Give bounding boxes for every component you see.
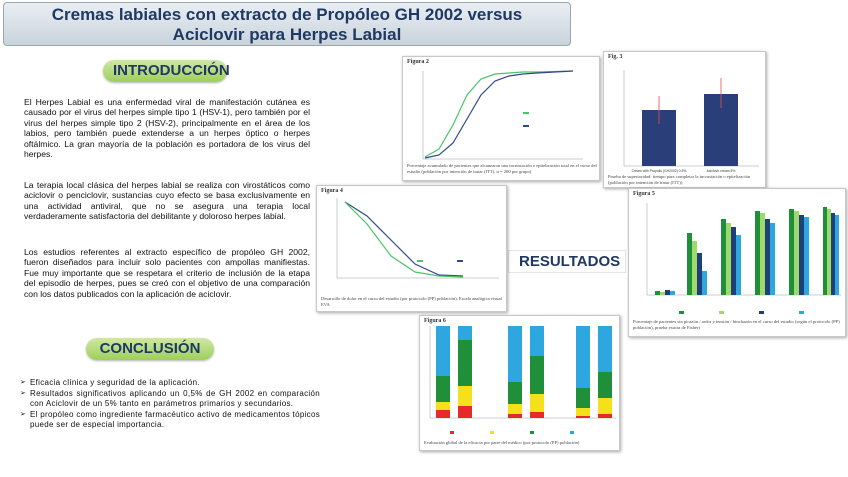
figure-6-caption: Evaluación global de la eficacia por parte del médico (por protocolo (PP) población) — [424, 440, 580, 445]
figure-4-line-chart — [317, 186, 508, 313]
figure-6-stacked-bar-chart — [420, 316, 621, 452]
introduction-heading: INTRODUCCIÓN — [103, 60, 227, 82]
figure-6-stacked-bar — [598, 326, 612, 418]
conclusion-list — [20, 378, 320, 431]
figure-5-bar-group — [655, 290, 675, 295]
title-line-2: Aciclovir para Herpes Labial — [172, 25, 402, 44]
arrow-bullet-icon: ➢ — [20, 410, 27, 418]
figure-4-title: Figura 4 — [321, 188, 343, 194]
figure-5-bar-group — [823, 207, 839, 295]
figure-2-propolis-line — [425, 71, 573, 157]
figure-6-stacked-bar — [508, 326, 522, 418]
figure-6-title: Figura 6 — [424, 318, 446, 324]
figure-5-bar-group — [755, 211, 775, 295]
conclusion-text: Resultados significativos aplicando un 0,5% de GH 2002 en comparación con Aciclovir de un 5% tanto en parámetros primarios y secundarios. — [30, 388, 320, 408]
conclusion-text: Eficacia clínica y seguridad de la aplicación. — [30, 378, 200, 387]
figure-6-stacked-bar — [530, 326, 544, 418]
figure-5-title: Figura 5 — [633, 191, 655, 197]
figure-5-bar-group — [687, 233, 707, 295]
results-heading: RESULTADOS — [508, 250, 626, 273]
figure-3-title: Fig. 3 — [608, 54, 623, 60]
intro-paragraph-3: Los estudios referentes al extracto específico de propóleo GH 2002, fueron diseñados para incluir solo pacientes con ampollas manifiestas. Fue muy importante que se respetara el criterio de inclusión de la etapa del episodio de herpes, pues se creó con el objetivo de una comparación con los datos publicados con la aplicación de aciclovir. — [24, 247, 310, 299]
figure-4 — [316, 185, 507, 312]
figure-2-title: Figura 2 — [407, 59, 429, 65]
figure-3-category-aciclovir: Aciclovir cream 5% — [706, 169, 736, 173]
figure-5 — [628, 188, 846, 337]
figure-3-caption: Prueba de superioridad: tiempo para completar la incrustación o epitelización (población por intención de tratar (ITT)) — [608, 174, 751, 185]
arrow-bullet-icon: ➢ — [20, 389, 27, 397]
figure-2-caption: Porcentaje acumulado de pacientes que alcanzaron una incrustación o epitelización total en el curso del estudio (población por intención de tratar (ITT), n = 200 por grupo) — [407, 163, 597, 174]
figure-3-category-propolis: Cream with Propolis (GH2002) 0.5% — [631, 169, 687, 173]
conclusion-item — [20, 389, 320, 410]
figure-2-aciclovir-line — [425, 71, 573, 158]
conclusion-text: El propóleo como ingrediente farmacéutico activo de medicamentos tópicos puede ser de especial importancia. — [30, 409, 320, 429]
conclusion-item — [20, 410, 320, 431]
figure-5-bar-group — [789, 209, 809, 295]
intro-paragraph-1: El Herpes Labial es una enfermedad viral de manifestación cutánea es causado por el virus del herpes simple tipo 1 (HSV-1), pero también por el virus del herpes simple tipo 2 (HSV-2), principalmente en el área de los labios, pero también puede extenderse a un herpes óptico o herpes oftálmico. La gran mayoría de la población es portadora de los virus del herpes. — [24, 97, 310, 160]
conclusion-item — [20, 378, 320, 389]
figure-6-stacked-bar — [576, 326, 590, 418]
conclusion-heading: CONCLUSIÓN — [86, 338, 214, 360]
figure-4-caption: Desarrollo de dolor en el curso del estudio (por protocolo (PP) población). Escala analógica visual EVA — [321, 296, 502, 307]
title-line-1: Cremas labiales con extracto de Propóleo GH 2002 versus — [51, 5, 523, 24]
figure-5-caption: Porcentaje de pacientes sin picazón / ardor y tensión / hinchazón en el curso del estudio (según el protocolo (PP) población), prueba exacta de Fisher) — [633, 319, 840, 330]
poster-title — [3, 2, 571, 46]
figure-2 — [402, 56, 600, 181]
figure-5-bar-chart — [629, 189, 847, 338]
figure-5-bar-group — [721, 219, 741, 295]
figure-3-bar-chart — [604, 52, 767, 189]
arrow-bullet-icon: ➢ — [20, 379, 27, 386]
figure-6-stacked-bar — [458, 326, 472, 418]
figure-6-stacked-bar — [436, 326, 450, 418]
figure-3 — [603, 51, 766, 188]
figure-6 — [419, 315, 620, 451]
intro-paragraph-2: La terapia local clásica del herpes labial se realiza con virostáticos como aciclovir o penciclovir, sustancias cuyo efecto se basa exclusivamente en una actividad antiviral, que no se asegura una terapia local verdaderamente satisfactoria del debilitante y doloroso herpes labial. — [24, 180, 310, 222]
